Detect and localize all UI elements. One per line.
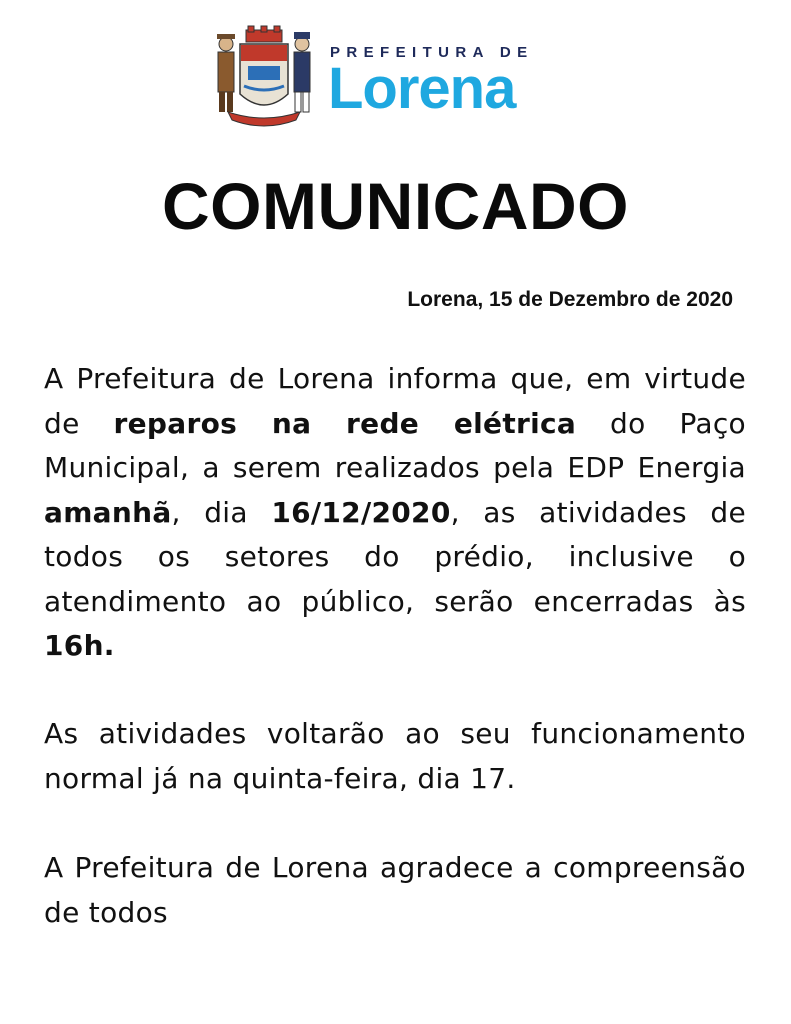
- logo-title: Lorena: [328, 56, 516, 121]
- paragraph-return: As atividades voltarão ao seu funcionamento normal já na quinta-feira, dia 17.: [44, 717, 746, 795]
- p1-bold-reparos: reparos na rede elétrica: [113, 406, 577, 440]
- p1-bold-date: 16/12/2020: [271, 495, 451, 529]
- prefeitura-logo: [208, 24, 588, 134]
- p1-bold-amanha: amanhã: [44, 495, 172, 529]
- page-title: COMUNICADO: [162, 169, 629, 243]
- p1-text-2: do Paço Municipal, a serem realizados pela EDP Energia: [44, 406, 746, 484]
- p1-text-1: A Prefeitura de Lorena informa que, em virtude de: [44, 362, 746, 440]
- p1-bold-hour: 16h.: [44, 629, 115, 662]
- coat-of-arms-icon: [208, 24, 320, 134]
- logo-subtitle: PREFEITURA DE: [330, 44, 534, 61]
- p1-text-3: , dia: [171, 495, 272, 529]
- p1-text-4: , as atividades de todos os setores do prédio, inclusive o atendimento ao público, serão encerradas às: [44, 495, 746, 618]
- date-line: Lorena, 15 de Dezembro de 2020: [407, 288, 733, 311]
- paragraph-main: [44, 357, 746, 669]
- paragraph-thanks: A Prefeitura de Lorena agradece a compreensão de todos: [44, 851, 746, 929]
